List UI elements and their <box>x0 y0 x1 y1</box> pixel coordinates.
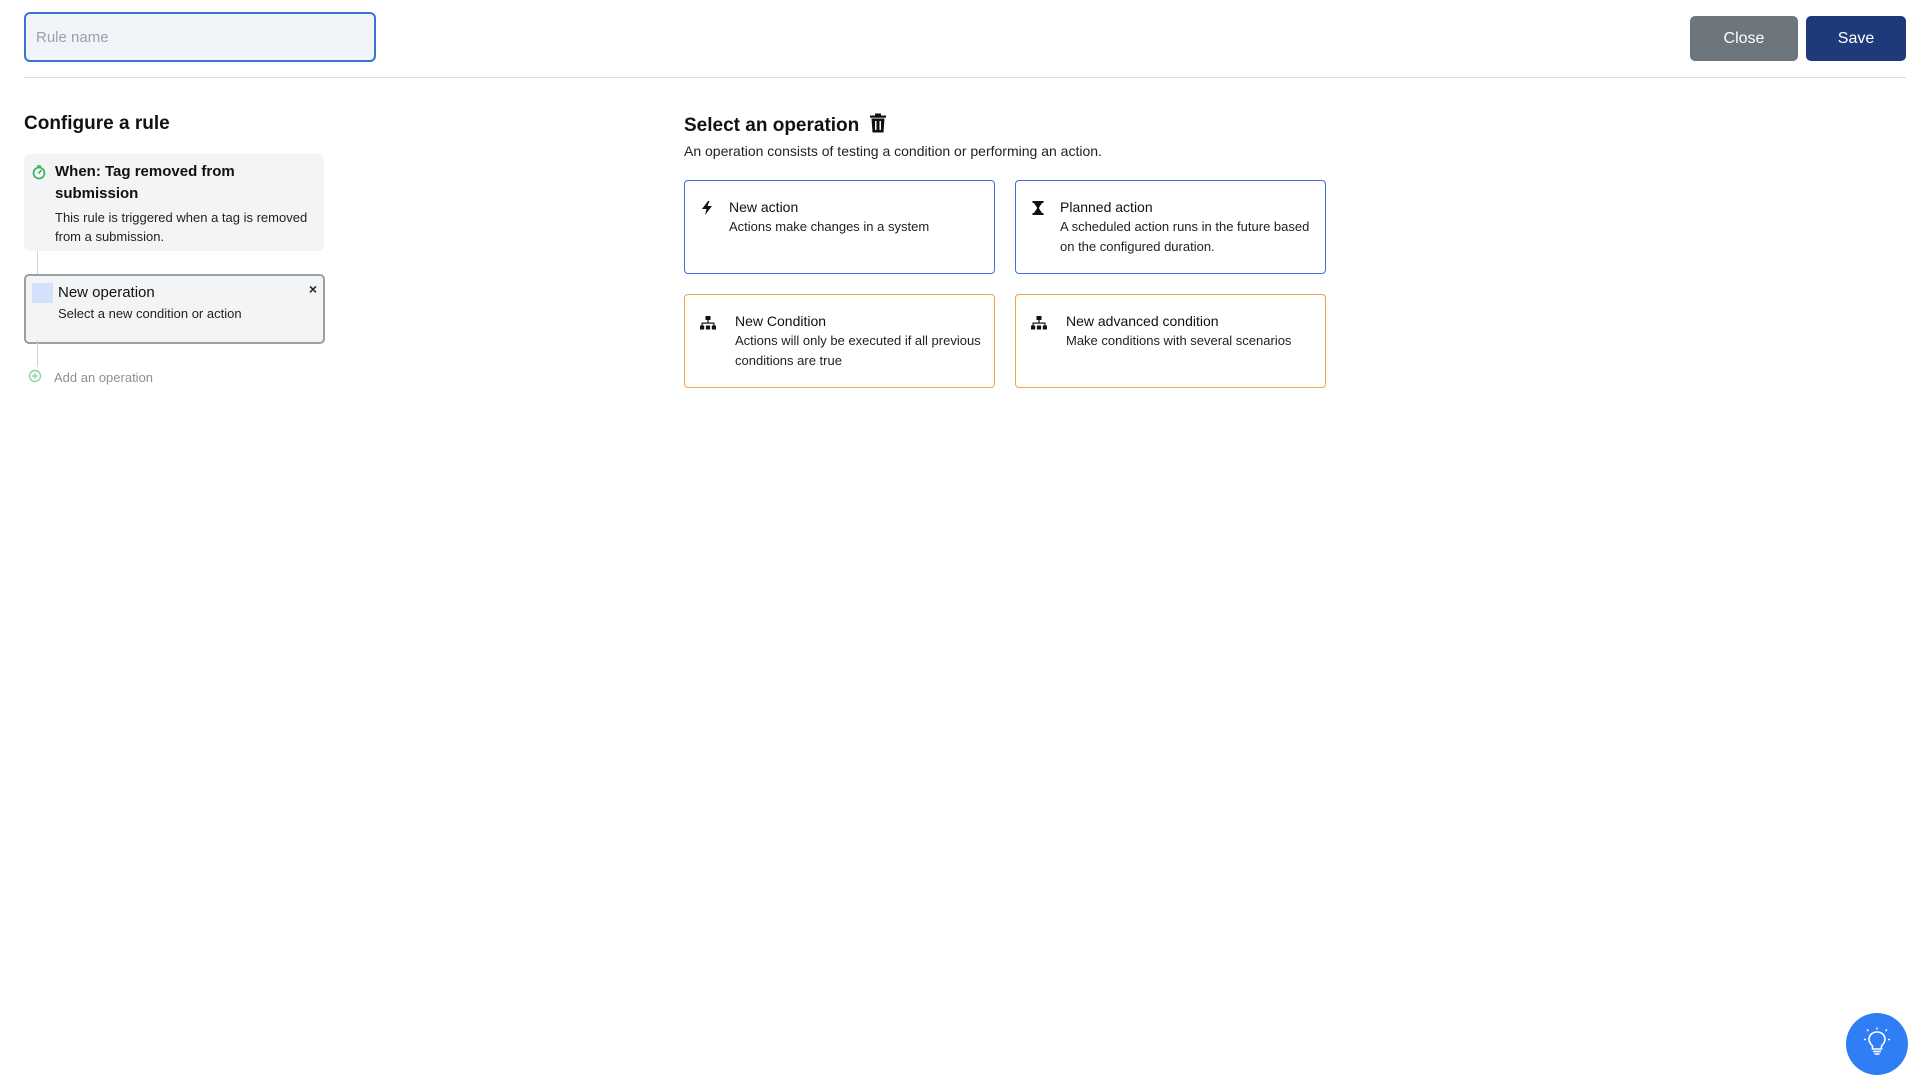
operation-title: New operation <box>58 284 155 301</box>
trash-icon[interactable] <box>869 113 887 139</box>
option-title: New action <box>729 199 799 215</box>
planned-action-option[interactable] <box>1015 180 1326 274</box>
select-operation-title <box>684 113 887 139</box>
operation-color-swatch <box>32 283 53 303</box>
hourglass-icon <box>1030 200 1046 216</box>
hierarchy-icon <box>699 315 715 331</box>
option-title: Planned action <box>1060 199 1153 215</box>
option-description: Actions will only be executed if all previous conditions are true <box>735 333 981 368</box>
add-operation-label: Add an operation <box>54 369 154 385</box>
close-icon[interactable]: × <box>308 281 317 297</box>
rule-name-input[interactable] <box>24 12 376 62</box>
operation-description: Select a new condition or action <box>58 306 242 321</box>
connector-line <box>37 251 38 274</box>
top-bar <box>24 0 1906 78</box>
option-title: New Condition <box>735 313 827 329</box>
operation-card[interactable] <box>24 274 325 344</box>
option-title: New advanced condition <box>1066 313 1219 329</box>
select-operation-heading: Select an operation <box>684 115 860 136</box>
stopwatch-icon <box>31 164 47 180</box>
configure-rule-title: Configure a rule <box>24 113 170 134</box>
new-advanced-condition-option[interactable] <box>1015 294 1326 388</box>
new-action-option[interactable] <box>684 180 995 274</box>
add-operation-link[interactable] <box>28 367 153 387</box>
help-button[interactable] <box>1846 1013 1908 1075</box>
option-description: A scheduled action runs in the future based on the configured duration. <box>1060 219 1310 254</box>
option-description: Actions make changes in a system <box>729 219 930 234</box>
operation-subtitle: An operation consists of testing a condition or performing an action. <box>684 143 1102 159</box>
new-condition-option[interactable] <box>684 294 995 388</box>
trigger-title: When: Tag removed from submission <box>55 163 235 202</box>
lightning-icon <box>699 200 715 216</box>
hierarchy-icon <box>1030 315 1046 331</box>
trigger-card[interactable] <box>24 154 324 251</box>
option-description: Make conditions with several scenarios <box>1066 333 1292 348</box>
close-button[interactable]: Close <box>1690 16 1798 61</box>
lightbulb-icon <box>1863 1027 1891 1062</box>
connector-line <box>37 340 38 367</box>
save-button[interactable]: Save <box>1806 16 1906 61</box>
plus-circle-icon <box>28 369 42 386</box>
trigger-description: This rule is triggered when a tag is removed from a submission. <box>55 210 308 244</box>
